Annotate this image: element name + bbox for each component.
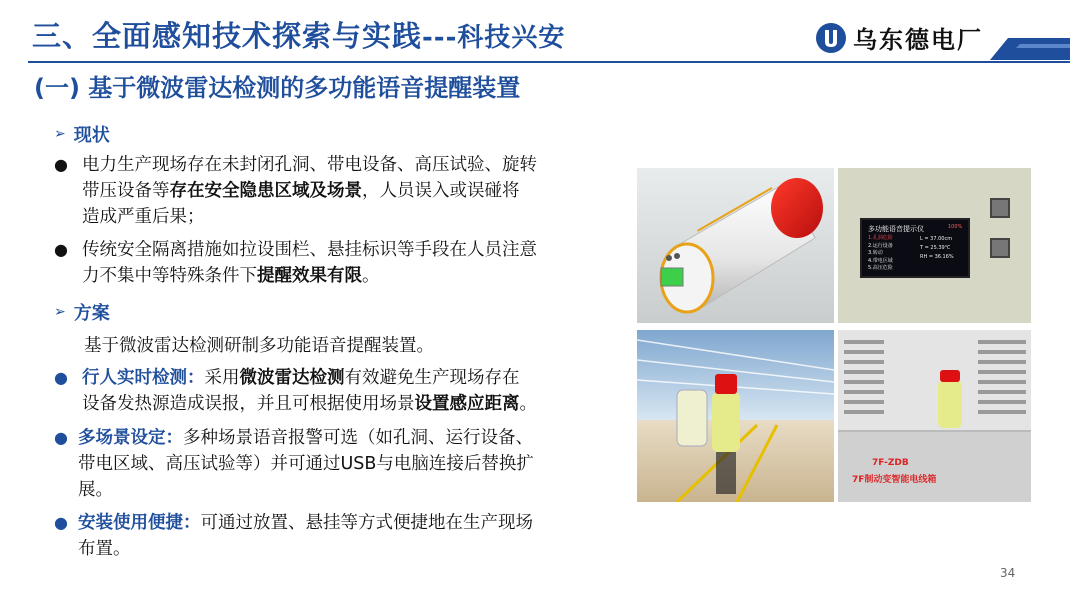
cabinet-vent-illustration — [838, 330, 1031, 430]
plan-item-2 — [54, 425, 534, 503]
plan-item-3 — [54, 510, 533, 562]
logo-accent-bar — [990, 38, 1070, 60]
company-logo — [815, 20, 983, 55]
plan-item-3-line-2: 布置。 — [78, 539, 131, 559]
device-button-top — [990, 198, 1010, 218]
plan-item-2-line-2: 带电区域、高压试验等）并可通过USB与电脑连接后替换扩 — [78, 454, 534, 474]
arrow-right-icon: ➢ — [54, 126, 66, 142]
plan-item-2-line-1: 多场景设定：多种场景语音报警可选（如孔洞、运行设备、 — [78, 428, 533, 448]
status-bullet-2-line-1: 传统安全隔离措施如拉设围栏、悬挂标识等手段在人员注意 — [82, 240, 537, 260]
device-render-illustration — [637, 168, 834, 323]
slide-title-main: 三、全面感知技术探索与实践 — [32, 19, 423, 53]
arrow-right-icon: ➢ — [54, 304, 66, 320]
status-bullet-1-line-1: 电力生产现场存在未封闭孔洞、带电设备、高压试验、旋转 — [82, 155, 537, 175]
corridor-illustration — [637, 330, 834, 502]
lcd-title: 多功能语音提示仪 — [868, 225, 924, 233]
device-screen-image — [838, 168, 1031, 323]
corridor-deployment-image — [637, 330, 834, 502]
logo-text: 乌东德电厂 — [853, 26, 983, 54]
device-button-bottom — [990, 238, 1010, 258]
status-bullet-1-line-3: 造成严重后果； — [82, 207, 205, 227]
header-divider — [28, 61, 1070, 63]
plan-heading — [54, 299, 110, 325]
status-bullet-1-line-2: 带压设备等存在安全隐患区域及场景，人员误入或误碰将 — [82, 181, 520, 201]
plan-item-3-line-1: 安装使用便捷：可通过放置、悬挂等方式便捷地在生产现场 — [78, 513, 533, 533]
status-heading-label: 现状 — [73, 125, 110, 146]
plan-item-1-line-2: 设备发热源造成误报，并且可根据使用场景设置感应距离。 — [82, 394, 537, 414]
slide-title — [32, 14, 565, 55]
plan-intro: 基于微波雷达检测研制多功能语音提醒装置。 — [84, 336, 434, 356]
status-bullet-2 — [54, 237, 537, 289]
status-bullet-2-line-2: 力不集中等特殊条件下提醒效果有限。 — [82, 266, 380, 286]
lcd-menu: 1.孔洞危险 2.运行设备 3.转动 4.带电区域 5.高压危险 — [868, 235, 893, 271]
bullet-dot-icon: ● — [54, 428, 68, 447]
plan-item-1 — [54, 365, 537, 417]
lcd-battery: 100% — [948, 224, 963, 230]
bullet-dot-icon: ● — [54, 240, 68, 259]
cabinet-label-name: 7F制动变智能电线箱 — [852, 475, 937, 485]
device-render-image — [637, 168, 834, 323]
bullet-dot-icon: ● — [54, 368, 68, 387]
status-heading — [54, 121, 110, 147]
status-bullet-1 — [54, 152, 537, 230]
plan-heading-label: 方案 — [73, 303, 110, 324]
plan-item-2-line-3: 展。 — [78, 480, 113, 500]
section-subtitle: (一) 基于微波雷达检测的多功能语音提醒装置 — [34, 74, 521, 102]
plan-item-1-line-1: 行人实时检测：采用微波雷达检测有效避免生产现场存在 — [82, 368, 520, 388]
bullet-dot-icon: ● — [54, 513, 68, 532]
slide-title-tail: ---科技兴安 — [422, 23, 566, 53]
logo-mark-icon — [815, 22, 847, 54]
lcd-readings: L = 37.00cm T = 25.39℃ RH = 36.16% — [920, 236, 954, 260]
page-number: 34 — [1000, 566, 1016, 580]
lcd-screen — [860, 218, 970, 278]
cabinet-panel — [838, 430, 1031, 502]
cabinet-deployment-image — [838, 330, 1031, 502]
bullet-dot-icon: ● — [54, 155, 68, 174]
cabinet-label-code: 7F-ZDB — [872, 458, 909, 468]
